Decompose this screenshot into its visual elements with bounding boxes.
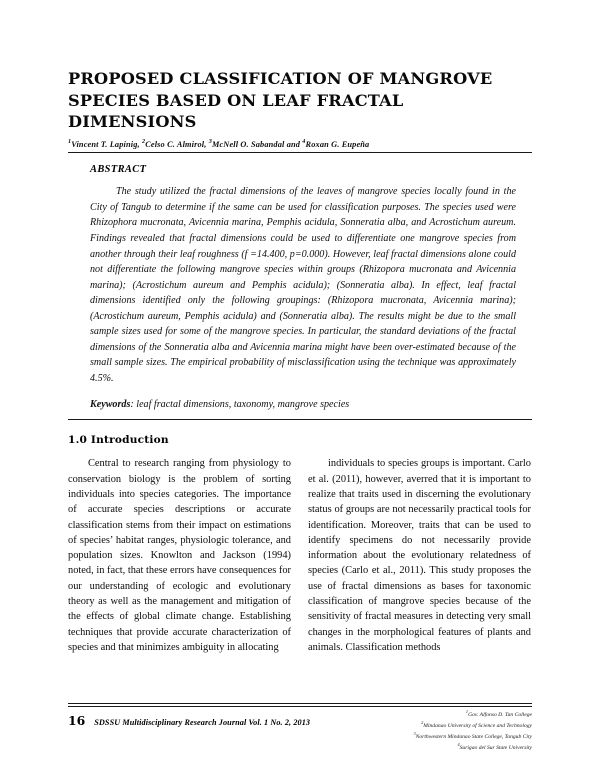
author-name-1: Vincent T. Lapinig, — [71, 139, 142, 149]
keywords-line — [90, 399, 516, 410]
affiliation-marker: 3 — [413, 730, 416, 736]
keywords-label: Keywords — [90, 399, 131, 411]
author-marker-2: 2 — [141, 137, 146, 145]
affiliation-item — [414, 742, 533, 753]
author-marker-3: 3 — [208, 137, 212, 145]
affiliation-text: Gov. Alfonso D. Tan College — [468, 711, 532, 718]
affiliation-marker: 4 — [457, 741, 460, 747]
author-marker-4: 4 — [302, 137, 306, 145]
affiliation-text: Surigao del Sur State University — [459, 744, 532, 751]
affiliation-item — [414, 709, 533, 720]
page-content — [68, 68, 532, 655]
keywords-value: leaf fractal dimensions, taxonomy, mangrove species — [136, 399, 350, 411]
column-left — [68, 456, 291, 655]
affiliation-item — [414, 731, 533, 742]
affiliation-item — [414, 720, 533, 731]
affiliation-text: Northwestern Mindanao State College, Tangub City — [415, 733, 532, 740]
affiliation-marker: 1 — [465, 709, 469, 714]
page-number: 16 — [68, 712, 86, 728]
page-title: PROPOSED CLASSIFICATION OF MANGROVE SPECIES BASED ON LEAF FRACTAL DIMENSIONS — [68, 69, 493, 132]
author-name-4: Roxan G. Eupeña — [305, 139, 370, 149]
paragraph-intro-left: Central to research ranging from physiology to conservation biology is the problem of sorting individuals into species categories. The importance of accurate species descriptions or accurate classification stems from their impact on estimations of species’ habitat ranges, physiologic tolerance, and population sizes. Knowlton and Jackson (1994) noted, in fact, that these errors have consequences for our understanding of ecologic and evolutionary theory as well as the management and mitigation of the effects of global climate change. Establishing techniques that provide accurate characterization of species and that minimizes ambiguity in allocating — [68, 458, 291, 653]
journal-reference: SDSSU Multidisciplinary Research Journal Vol. 1 No. 2, 2013 — [94, 717, 311, 727]
author-name-2: Celso C. Almirol, — [145, 139, 209, 149]
affiliation-text: Mindanao University of Science and Technology — [423, 722, 532, 729]
column-right — [308, 456, 531, 655]
author-line — [68, 138, 532, 149]
abstract-bottom-rule — [68, 419, 532, 420]
paragraph-intro-right: individuals to species groups is important. Carlo et al. (2011), however, averred that it is important to realize that traits used in discerning the evolutionary status of groups are not necessarily practical tools for identification. Moreover, traits that can be used to identify specimens do not necessarily provide information about the evolutionary relatedness of species (Carlo et al., 2011). This study proposes the use of fractal dimensions as bases for taxonomic classification of mangrove species because of the sensitivity of fractal measures in detecting very small changes in the morphological features of plants and animals. Classification methods — [308, 458, 531, 653]
abstract-body: The study utilized the fractal dimensions of the leaves of mangrove species locally found in the City of Tangub to determine if the same can be used for classification purposes. The species used were Rhizophora mucronata, Avicennia marina, Pemphis acidula, Sonneratia alba, and Acrostichum aureum. Findings revealed that fractal dimensions could be used to differentiate one mangrove species from another through their leaf roughness (f =14.400, p=0.000). However, leaf fractal dimensions alone could not differentiate the following mangrove species within groups (Rhizopora mucronata and Avicennia marina); (Acrostichum aureum and Pemphis acidula); (Sonneratia alba). In effect, leaf fractal dimensions identified only the following groupings: (Rhizopora mucronata, Avicennia marina); (Acrostichum aureum, Pemphis acidula) and (Sonneratia alba). The results might be due to the small sample sizes used for some of the mangrove species. In particular, the standard deviations of the fractal dimensions of the Sonneratia alba and Avicennia marina might have been over-estimated because of the small sample sizes. The empirical probability of misclassification using the technique was approximately 4.5%. — [90, 186, 516, 384]
page-footer — [68, 703, 532, 751]
keywords-separator: : — [130, 399, 137, 411]
author-name-3: McNell O. Sabandal and — [211, 139, 303, 149]
author-marker-1: 1 — [68, 137, 72, 145]
affiliation-list — [414, 709, 533, 753]
abstract-section — [68, 153, 532, 410]
abstract-heading: ABSTRACT — [90, 164, 147, 176]
section-heading-introduction: 1.0 Introduction — [68, 434, 169, 447]
footer-rule — [68, 703, 532, 707]
affiliation-marker: 2 — [421, 719, 424, 725]
body-columns — [68, 456, 532, 655]
